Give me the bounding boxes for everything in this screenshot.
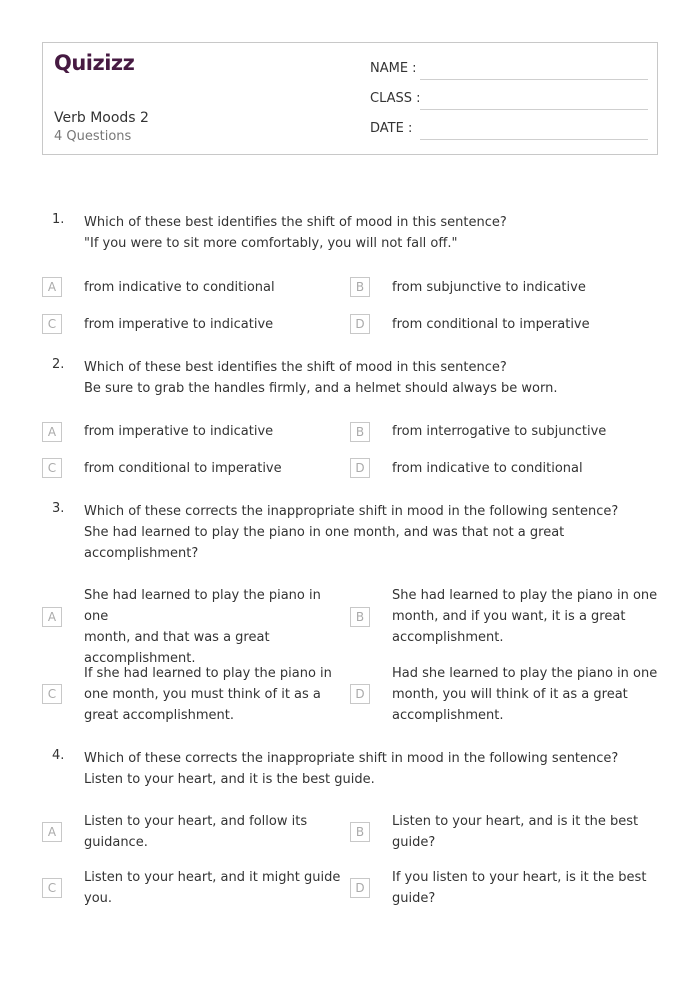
option-line: She had learned to play the piano in one	[84, 588, 321, 624]
prompt-line: Be sure to grab the handles firmly, and a helmet should always be worn.	[84, 381, 558, 396]
option-letter-box[interactable]: A	[42, 422, 62, 442]
question-number: 3.	[52, 501, 65, 516]
option-letter-box[interactable]: A	[42, 607, 62, 627]
option-letter-box[interactable]: A	[42, 822, 62, 842]
name-label: NAME :	[370, 61, 417, 76]
option-letter-box[interactable]: C	[42, 684, 62, 704]
option-line: accomplishment.	[392, 708, 504, 723]
option-line: from interrogative to subjunctive	[392, 424, 607, 439]
question-prompt	[84, 357, 644, 399]
date-label: DATE :	[370, 121, 413, 136]
option-text	[392, 811, 662, 853]
name-line[interactable]	[420, 79, 648, 80]
worksheet-title: Verb Moods 2	[54, 110, 149, 126]
question-prompt	[84, 748, 644, 790]
option-line: from conditional to imperative	[392, 317, 590, 332]
option-text	[84, 811, 346, 853]
name-field[interactable]	[370, 58, 648, 80]
option-letter-box[interactable]: D	[350, 878, 370, 898]
option-line: one month, you must think of it as a	[84, 687, 321, 702]
option-line: guidance.	[84, 835, 148, 850]
option-text	[392, 663, 662, 726]
quizizz-logo: Quizizz	[54, 51, 135, 75]
option-line: from indicative to conditional	[84, 280, 275, 295]
option-line: from conditional to imperative	[84, 461, 282, 476]
prompt-line: Which of these corrects the inappropriate shift in mood in the following sentence?	[84, 751, 619, 766]
option-line: from imperative to indicative	[84, 424, 274, 439]
option-line: She had learned to play the piano in one	[392, 588, 658, 603]
prompt-line: Listen to your heart, and it is the best guide.	[84, 772, 375, 787]
option-line: accomplishment.	[392, 630, 504, 645]
option-text	[84, 458, 346, 479]
option-text	[84, 277, 346, 298]
option-line: month, and that was a great	[84, 630, 270, 645]
option-line: Had she learned to play the piano in one	[392, 666, 658, 681]
option-letter-box[interactable]: C	[42, 314, 62, 334]
option-text	[392, 585, 662, 648]
option-letter-box[interactable]: D	[350, 314, 370, 334]
option-letter-box[interactable]: B	[350, 277, 370, 297]
option-line: If you listen to your heart, is it the best	[392, 870, 647, 885]
option-letter-box[interactable]: B	[350, 607, 370, 627]
prompt-line: accomplishment?	[84, 546, 199, 561]
option-text	[392, 314, 662, 335]
option-letter-box[interactable]: C	[42, 458, 62, 478]
prompt-line: Which of these corrects the inappropriate shift in mood in the following sentence?	[84, 504, 619, 519]
question-count: 4 Questions	[54, 129, 132, 144]
option-line: If she had learned to play the piano in	[84, 666, 332, 681]
option-line: Listen to your heart, and is it the best	[392, 814, 639, 829]
option-text	[392, 277, 662, 298]
option-line: from indicative to conditional	[392, 461, 583, 476]
question-number: 2.	[52, 357, 65, 372]
option-letter-box[interactable]: D	[350, 458, 370, 478]
class-label: CLASS :	[370, 91, 421, 106]
prompt-line: "If you were to sit more comfortably, you will not fall off."	[84, 236, 458, 251]
option-text	[84, 585, 346, 669]
option-letter-box[interactable]: A	[42, 277, 62, 297]
option-line: you.	[84, 891, 113, 906]
option-line: from subjunctive to indicative	[392, 280, 586, 295]
prompt-line: Which of these best identifies the shift of mood in this sentence?	[84, 360, 507, 375]
question-prompt	[84, 501, 644, 564]
option-letter-box[interactable]: D	[350, 684, 370, 704]
option-line: guide?	[392, 891, 436, 906]
question-number: 4.	[52, 748, 65, 763]
option-line: great accomplishment.	[84, 708, 235, 723]
option-line: month, you will think of it as a great	[392, 687, 628, 702]
date-field[interactable]	[370, 118, 648, 140]
prompt-line: Which of these best identifies the shift of mood in this sentence?	[84, 215, 507, 230]
option-text	[84, 867, 346, 909]
option-line: Listen to your heart, and follow its	[84, 814, 308, 829]
option-line: Listen to your heart, and it might guide	[84, 870, 341, 885]
question-number: 1.	[52, 212, 65, 227]
option-letter-box[interactable]: B	[350, 422, 370, 442]
option-text	[392, 421, 662, 442]
worksheet-header	[42, 42, 658, 155]
class-line[interactable]	[420, 109, 648, 110]
class-field[interactable]	[370, 88, 648, 110]
option-text	[84, 663, 346, 726]
option-line: month, and if you want, it is a great	[392, 609, 626, 624]
option-text	[84, 314, 346, 335]
date-line[interactable]	[420, 139, 648, 140]
option-text	[392, 458, 662, 479]
option-text	[84, 421, 346, 442]
option-line: from imperative to indicative	[84, 317, 274, 332]
option-line: guide?	[392, 835, 436, 850]
option-text	[392, 867, 662, 909]
option-letter-box[interactable]: C	[42, 878, 62, 898]
option-line: accomplishment.	[84, 651, 196, 666]
question-prompt	[84, 212, 644, 254]
prompt-line: She had learned to play the piano in one month, and was that not a great	[84, 525, 565, 540]
option-letter-box[interactable]: B	[350, 822, 370, 842]
